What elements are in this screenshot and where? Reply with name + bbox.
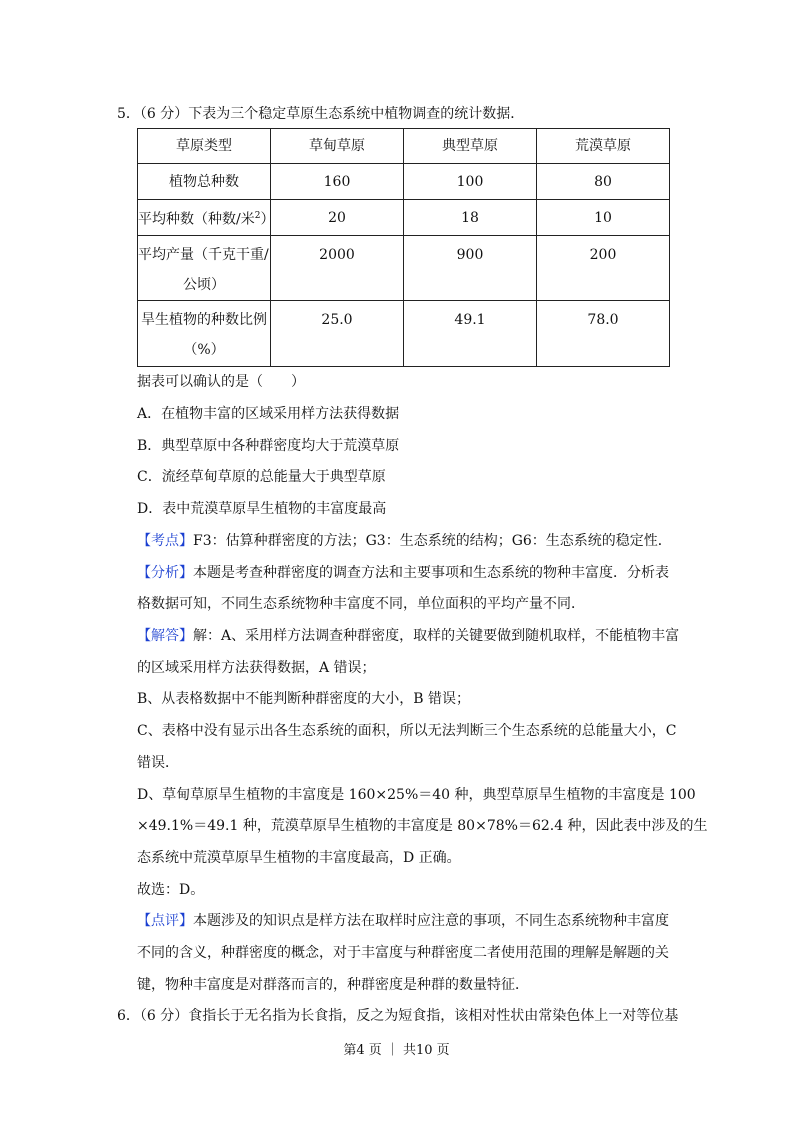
table-cell: 160 [271, 164, 404, 200]
fenxi-line: 【分析】本题是考查种群密度的调查方法和主要事项和生态系统的物种丰富度．分析表 [137, 565, 669, 581]
option-a: A．在植物丰富的区域采用样方法获得数据 [137, 406, 400, 422]
row-label: 植物总种数 [138, 164, 271, 200]
jieda-line: 的区域采用样方法获得数据，A 错误； [137, 660, 376, 676]
option-b: B．典型草原中各种群密度均大于荒漠草原 [137, 438, 400, 454]
row-label: 旱生植物的种数比例 （%） [138, 301, 271, 367]
question-6-header: 6．（6 分）食指长于无名指为长食指，反之为短食指，该相对性状由常染色体上一对等位基 [117, 1008, 679, 1024]
table-cell: 200 [537, 236, 670, 301]
table-cell: 100 [404, 164, 537, 200]
kaodian-line: 【考点】F3：估算种群密度的方法；G3：生态系统的结构；G6：生态系统的稳定性． [137, 533, 672, 549]
row-label: 平均种数（种数/米$^2$） [138, 200, 271, 236]
row-label: 平均产量（千克干重/ 公顷） [138, 236, 271, 301]
fenxi-line: 格数据可知，不同生态系统物种丰富度不同，单位面积的平均产量不同． [137, 596, 585, 612]
table-cell: 49.1 [404, 301, 537, 367]
dianping-line: 键，物种丰富度是对群落而言的，种群密度是种群的数量特征． [137, 977, 529, 993]
option-c: C．流经草甸草原的总能量大于典型草原 [137, 469, 386, 485]
table-row [138, 200, 670, 236]
table-cell: 80 [537, 164, 670, 200]
answer-line: 故选：D。 [137, 882, 205, 898]
table-header-cell: 草原类型 [138, 129, 271, 164]
jieda-line: 态系统中荒漠草原旱生植物的丰富度最高，D 正确。 [137, 850, 461, 866]
jieda-line: D、草甸草原旱生植物的丰富度是 160×25%＝40 种，典型草原旱生植物的丰富度是 100 [137, 787, 696, 803]
table-header-cell: 典型草原 [404, 129, 537, 164]
page-footer: 第4 页 ｜ 共10 页 [343, 1043, 450, 1058]
jieda-line: 错误． [137, 755, 179, 771]
dianping-line: 【点评】本题涉及的知识点是样方法在取样时应注意的事项，不同生态系统物种丰富度 [137, 913, 669, 929]
question-prompt: 据表可以确认的是（ ） [137, 374, 305, 390]
table-header-row [138, 129, 670, 164]
jieda-tag: 【解答】 [137, 628, 193, 644]
jieda-line: 【解答】解：A、采用样方法调查种群密度，取样的关键要做到随机取样，不能植物丰富 [137, 628, 680, 644]
dianping-tag: 【点评】 [137, 913, 193, 929]
fenxi-tag: 【分析】 [137, 565, 193, 581]
table-row [138, 236, 670, 301]
kaodian-tag: 【考点】 [137, 533, 193, 549]
table-cell: 20 [271, 200, 404, 236]
table-cell: 10 [537, 200, 670, 236]
question-5-header: 5．（6 分）下表为三个稳定草原生态系统中植物调查的统计数据． [117, 106, 525, 122]
table-row [138, 164, 670, 200]
survey-data-table [137, 128, 670, 367]
table-header-cell: 草甸草原 [271, 129, 404, 164]
option-d: D．表中荒漠草原旱生植物的丰富度最高 [137, 501, 387, 517]
table-header-cell: 荒漠草原 [537, 129, 670, 164]
dianping-line: 不同的含义，种群密度的概念，对于丰富度与种群密度二者使用范围的理解是解题的关 [137, 945, 669, 961]
table-cell: 78.0 [537, 301, 670, 367]
table-row [138, 301, 670, 367]
jieda-line: B、从表格数据中不能判断种群密度的大小，B 错误； [137, 691, 471, 707]
table-cell: 25.0 [271, 301, 404, 367]
jieda-line: ×49.1%＝49.1 种，荒漠草原旱生植物的丰富度是 80×78%＝62.4 种，因此表中涉及的生 [137, 818, 708, 834]
table-cell: 2000 [271, 236, 404, 301]
table-cell: 18 [404, 200, 537, 236]
table-cell: 900 [404, 236, 537, 301]
jieda-line: C、表格中没有显示出各生态系统的面积，所以无法判断三个生态系统的总能量大小，C [137, 723, 677, 739]
